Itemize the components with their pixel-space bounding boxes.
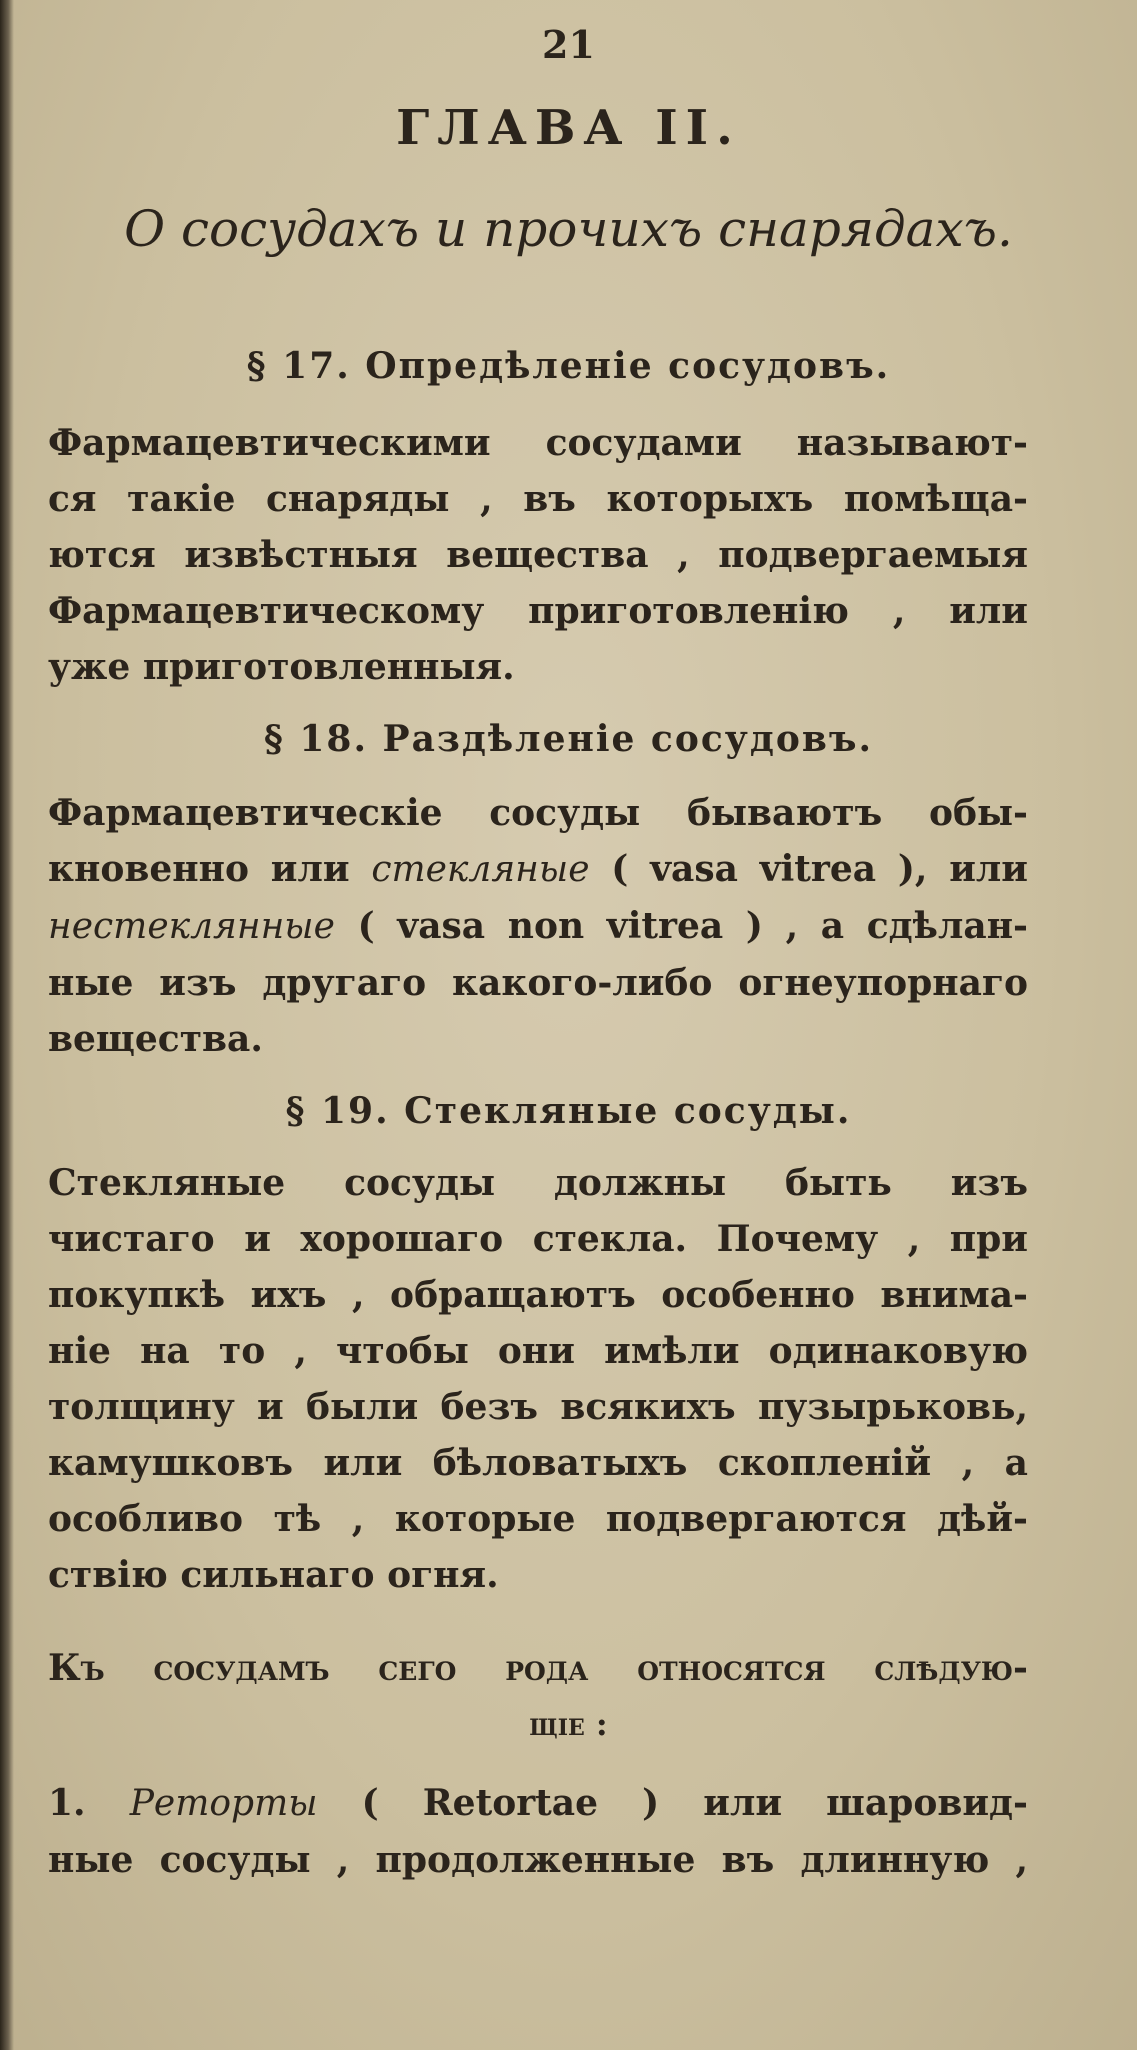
text-line: ются извѣстныя вещества , подвергаемыя	[48, 534, 1028, 576]
italic-term: нестеклянные	[48, 906, 335, 947]
item-number: 1.	[48, 1782, 86, 1824]
text-line	[48, 898, 1028, 955]
text-run: ( Retortae ) или шаровид-	[317, 1782, 1028, 1824]
page-number: 21	[542, 22, 595, 67]
text-line	[48, 1775, 1028, 1832]
text-line: камушковъ или бѣловатыхъ скопленій , а	[48, 1442, 1028, 1484]
section-18-paragraph	[48, 785, 1028, 1067]
section-18-heading: § 18. Раздѣленіе сосудовъ.	[263, 718, 873, 760]
text-line: Фармацевтическими сосудами называют-	[48, 422, 1028, 464]
text-line: Стекляные сосуды должны быть изъ	[48, 1162, 1028, 1204]
text-line: Къ сосудамъ сего рода относятся слѣдую-	[48, 1647, 1028, 1689]
text-run: кновенно или	[48, 848, 372, 890]
text-line: ствію сильнаго огня.	[48, 1554, 499, 1596]
kinds-intro	[48, 1640, 1028, 1696]
text-line: особливо тѣ , которые подвергаются дѣй-	[48, 1498, 1028, 1540]
text-line: толщину и были безъ всякихъ пузырьковь,	[48, 1386, 1028, 1428]
text-line: ные изъ другаго какого-либо огнеупорнаго	[48, 962, 1028, 1004]
chapter-title: ГЛАВА II.	[396, 100, 741, 156]
text-line: вещества.	[48, 1018, 263, 1060]
italic-term: Реторты	[129, 1783, 318, 1824]
text-line: покупкѣ ихъ , обращаютъ особенно внима-	[48, 1274, 1028, 1316]
text-line: Фармацевтическому приготовленію , или	[48, 590, 1028, 632]
italic-term: стекляные	[371, 849, 590, 890]
text-line: уже приготовленныя.	[48, 646, 515, 688]
text-run: ( vasa vitrea ), или	[589, 848, 1028, 890]
chapter-subtitle: О сосудахъ и прочихъ снарядахъ.	[124, 200, 1013, 258]
text-line: ся такіе снаряды , въ которыхъ помѣща-	[48, 478, 1028, 520]
section-19-paragraph	[48, 1155, 1028, 1603]
text-line: Фармацевтическіе сосуды бываютъ обы-	[48, 792, 1028, 834]
kinds-intro-end: щіе :	[529, 1705, 608, 1743]
text-line: ные сосуды , продолженные въ длинную ,	[48, 1839, 1028, 1881]
section-17-heading: § 17. Опредѣленіе сосудовъ.	[246, 345, 891, 387]
item-1-paragraph	[48, 1775, 1028, 1888]
section-17-paragraph	[48, 415, 1028, 695]
text-line	[48, 841, 1028, 898]
text-line: чистаго и хорошаго стекла. Почему , при	[48, 1218, 1028, 1260]
text-run: ( vasa non vitrea ) , а сдѣлан-	[334, 905, 1028, 947]
section-19-heading: § 19. Стекляные сосуды.	[285, 1090, 852, 1132]
text-line: ніе на то , чтобы они имѣли одинаковую	[48, 1330, 1028, 1372]
